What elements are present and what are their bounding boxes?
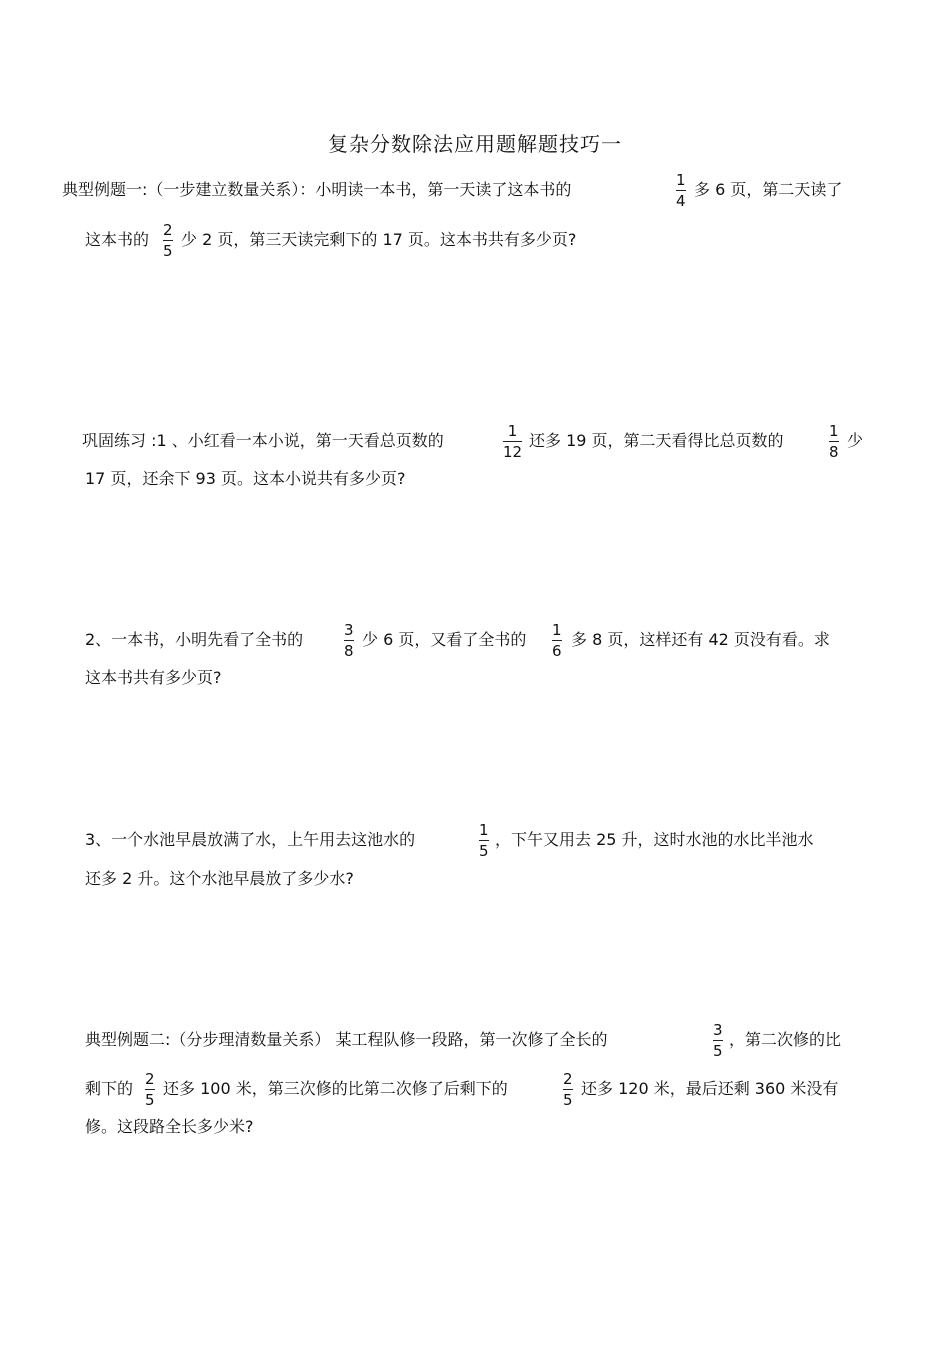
fraction-bar [479,840,489,841]
fraction [829,422,839,461]
fraction [344,621,354,660]
fraction-bar [713,1040,723,1041]
fraction-denominator: 5 [163,242,173,260]
fraction-denominator: 5 [563,1091,573,1109]
fraction-bar [163,240,173,241]
fraction-numerator: 1 [552,621,562,639]
fraction-numerator: 2 [163,221,173,239]
fraction [676,171,686,210]
fraction [479,821,489,860]
practice1-line2: 17 页，还余下 93 页。这本小说共有多少页? [85,469,406,488]
example1-line2b: 少 2 页，第三天读完剩下的 17 页。这本书共有多少页? [181,230,577,249]
practice3-line1a: 3、一个水池早晨放满了水，上午用去这池水的 [85,830,416,849]
example2-line1a: 典型例题二:（分步理清数量关系） 某工程队修一段路，第一次修了全长的 [85,1030,608,1049]
fraction-denominator: 4 [676,192,686,210]
fraction-bar [676,190,686,191]
fraction-denominator: 8 [344,642,354,660]
fraction-bar [563,1089,573,1090]
fraction [552,621,562,660]
example1-line1a: 典型例题一:（一步建立数量关系）：小明读一本书，第一天读了这本书的 [62,180,572,199]
fraction-numerator: 1 [676,171,686,189]
fraction-denominator: 5 [713,1042,723,1060]
fraction [713,1021,723,1060]
fraction-bar [145,1089,155,1090]
practice2-line2: 这本书共有多少页? [85,668,222,687]
example2-line3: 修。这段路全长多少米? [85,1117,254,1136]
example2-line2a: 剩下的 [85,1079,134,1098]
fraction-bar [503,441,522,442]
fraction-numerator: 2 [563,1070,573,1088]
practice3-line1b: ，下午又用去 25 升，这时水池的水比半池水 [495,830,814,849]
fraction-numerator: 3 [344,621,354,639]
practice3-line2: 还多 2 升。这个水池早晨放了多少水? [85,869,354,888]
practice2-line1a: 2、一本书，小明先看了全书的 [85,630,304,649]
fraction-numerator: 1 [507,422,518,440]
fraction-denominator: 12 [503,443,523,461]
fraction-numerator: 1 [829,422,839,440]
fraction [163,221,173,260]
fraction-denominator: 6 [552,642,562,660]
fraction-bar [552,640,562,641]
fraction-denominator: 5 [479,842,489,860]
practice2-line1b: 少 6 页，又看了全书的 [362,630,527,649]
fraction-bar [344,640,354,641]
example2-line1b: ，第二次修的比 [729,1030,842,1049]
practice1-line1a: 巩固练习 :1 、小红看一本小说，第一天看总页数的 [82,431,444,450]
fraction-numerator: 1 [479,821,489,839]
page-title: 复杂分数除法应用题解题技巧一 [328,132,622,156]
fraction [503,422,522,461]
fraction-denominator: 5 [145,1091,155,1109]
fraction [145,1070,155,1109]
practice1-line1b: 还多 19 页，第二天看得比总页数的 [529,431,784,450]
fraction-numerator: 3 [713,1021,723,1039]
fraction-denominator: 8 [829,443,839,461]
example2-line2c: 还多 120 米，最后还剩 360 米没有 [581,1079,839,1098]
practice1-line1c: 少 [847,431,864,450]
example2-line2b: 还多 100 米，第三次修的比第二次修了后剩下的 [163,1079,508,1098]
fraction [563,1070,573,1109]
fraction-bar [829,441,839,442]
example1-line2a: 这本书的 [85,230,150,249]
fraction-numerator: 2 [145,1070,155,1088]
practice2-line1c: 多 8 页，这样还有 42 页没有看。求 [571,630,830,649]
example1-line1b: 多 6 页，第二天读了 [694,180,843,199]
